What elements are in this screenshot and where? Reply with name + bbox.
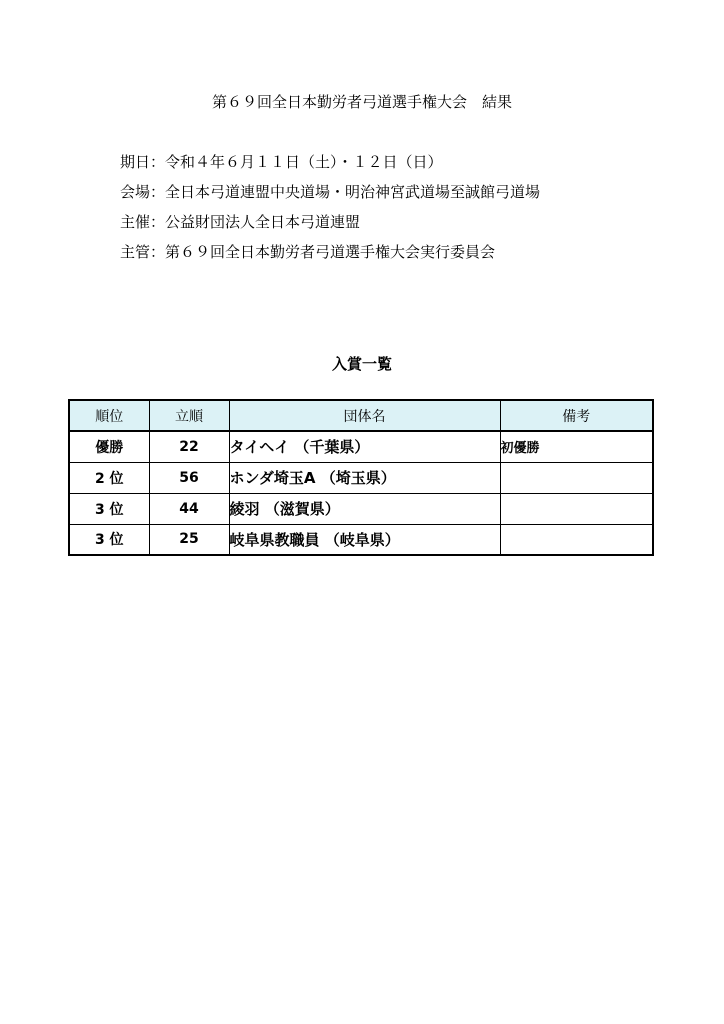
cell-order: 22 bbox=[149, 431, 229, 462]
cell-team: 岐阜県教職員 （岐阜県） bbox=[229, 524, 500, 555]
info-venue: 会場：全日本弓道連盟中央道場・明治神宮武道場至誠館弓道場 bbox=[120, 183, 541, 201]
table-row bbox=[69, 493, 653, 524]
cell-note bbox=[500, 524, 653, 555]
results-table bbox=[68, 399, 654, 556]
header-rank: 順位 bbox=[69, 400, 149, 431]
cell-team: タイヘイ （千葉県） bbox=[229, 431, 500, 462]
table-row bbox=[69, 462, 653, 493]
cell-team: ホンダ埼玉A （埼玉県） bbox=[229, 462, 500, 493]
header-team: 団体名 bbox=[229, 400, 500, 431]
cell-rank: 優勝 bbox=[69, 431, 149, 462]
header-order: 立順 bbox=[149, 400, 229, 431]
table-row bbox=[69, 524, 653, 555]
table-row bbox=[69, 431, 653, 462]
cell-order: 56 bbox=[149, 462, 229, 493]
cell-order: 25 bbox=[149, 524, 229, 555]
cell-rank: 2 位 bbox=[69, 462, 149, 493]
table-header-row bbox=[69, 400, 653, 431]
info-date: 期日：令和４年６月１１日（土）・１２日（日） bbox=[120, 153, 443, 171]
info-organizer: 主催：公益財団法人全日本弓道連盟 bbox=[120, 213, 361, 231]
cell-note bbox=[500, 493, 653, 524]
cell-order: 44 bbox=[149, 493, 229, 524]
header-note: 備考 bbox=[500, 400, 653, 431]
cell-note: 初優勝 bbox=[500, 431, 653, 462]
page-title: 第６９回全日本勤労者弓道選手権大会 結果 bbox=[211, 93, 512, 111]
cell-rank: 3 位 bbox=[69, 493, 149, 524]
cell-note bbox=[500, 462, 653, 493]
info-management: 主管：第６９回全日本勤労者弓道選手権大会実行委員会 bbox=[120, 243, 496, 261]
cell-team: 綾羽 （滋賀県） bbox=[229, 493, 500, 524]
section-title: 入賞一覧 bbox=[331, 355, 392, 373]
cell-rank: 3 位 bbox=[69, 524, 149, 555]
